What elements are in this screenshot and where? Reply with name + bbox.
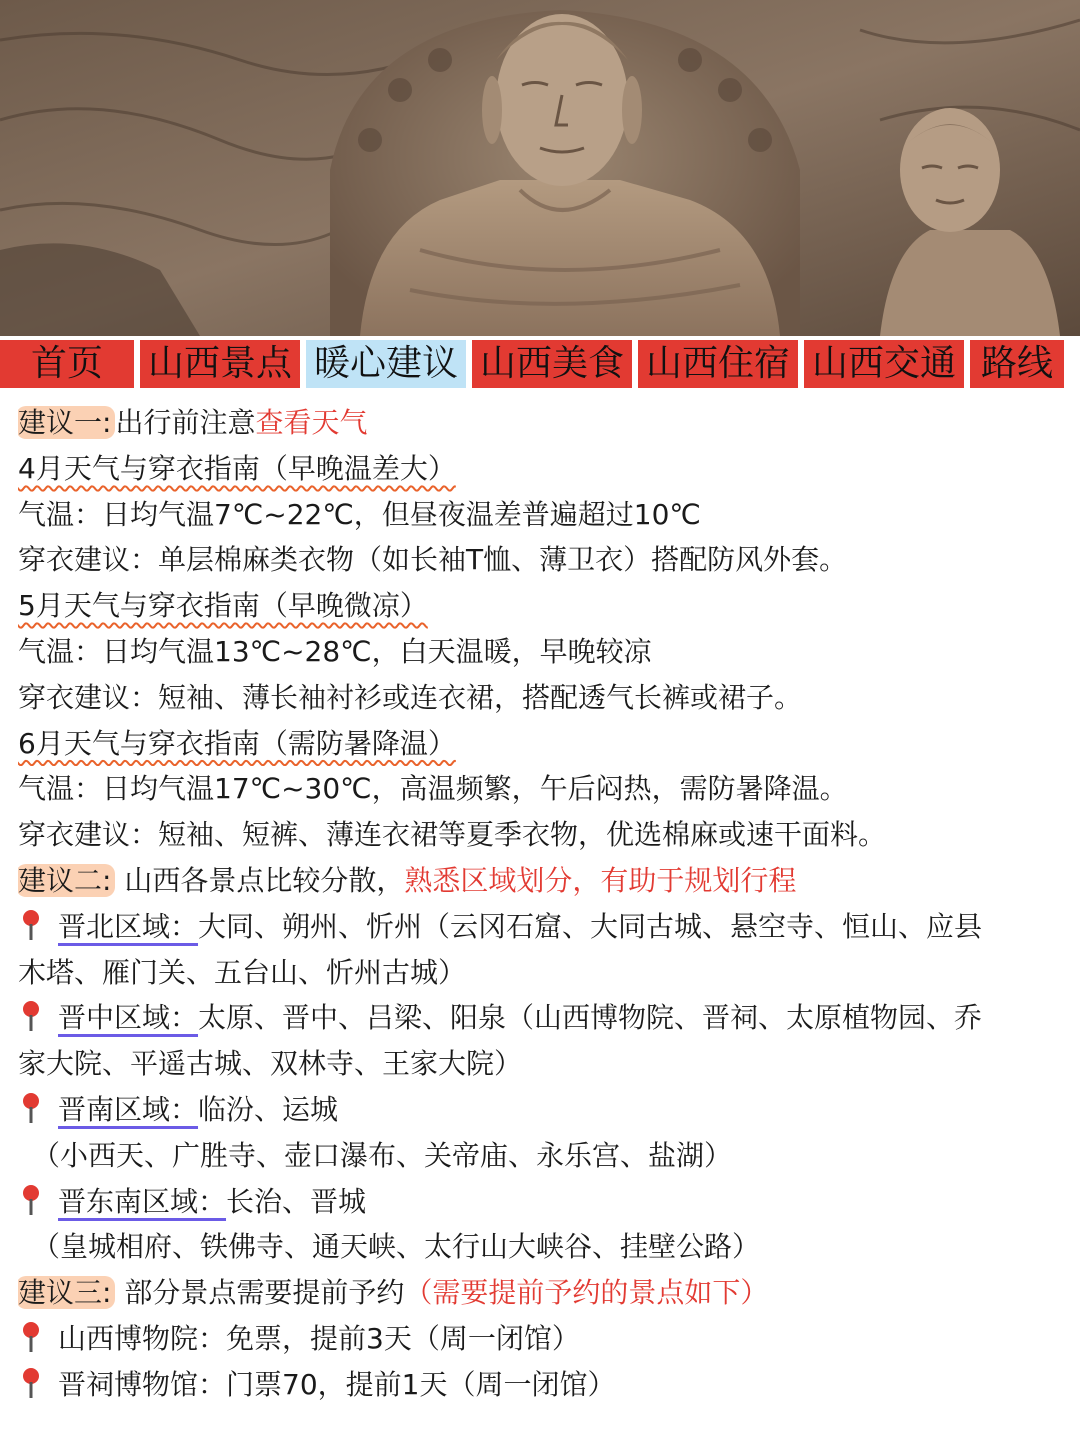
reservation-item — [18, 1316, 1064, 1362]
grotto-photo — [0, 0, 1080, 336]
may-temp: 气温：日均气温13℃~28℃，白天温暖，早晚较凉 — [18, 634, 652, 668]
tab-lodging[interactable]: 山西住宿 — [638, 340, 798, 388]
map-pin-icon — [18, 908, 48, 942]
tip-2-heading — [18, 858, 1064, 904]
region-south-name: 晋南区域： — [58, 1092, 199, 1126]
april-title: 4月天气与穿衣指南（早晚温差大） — [18, 451, 456, 485]
april-temp: 气温：日均气温7℃~22℃，但昼夜温差普遍超过10℃ — [18, 497, 701, 531]
article-body — [0, 392, 1080, 1408]
may-wear: 穿衣建议：短袖、薄长袖衬衫或连衣裙，搭配透气长裤或裙子。 — [18, 680, 803, 714]
region-central-cities: 太原、晋中、吕梁、阳泉（山西博物院、晋祠、太原植物园、乔 — [198, 1001, 983, 1035]
map-pin-icon — [18, 999, 48, 1033]
region-southeast-name: 晋东南区域： — [58, 1184, 227, 1218]
tab-tips[interactable]: 暖心建议 — [306, 340, 466, 388]
tip-1-tag: 建议一: — [18, 406, 115, 439]
may-title-line — [18, 583, 1064, 629]
tip-3-text: 部分景点需要提前予约 — [124, 1276, 405, 1310]
tab-attractions[interactable]: 山西景点 — [140, 340, 300, 388]
tip-3-emphasis: （需要提前予约的景点如下） — [404, 1276, 769, 1310]
map-pin-icon — [18, 1366, 48, 1400]
tab-transport[interactable]: 山西交通 — [804, 340, 964, 388]
tip-1-heading — [18, 400, 1064, 446]
tip-2-tag: 建议二: — [18, 864, 115, 897]
tab-home[interactable]: 首页 — [0, 340, 134, 388]
tip-2-text: 山西各景点比较分散， — [124, 863, 405, 897]
region-southeast-cities: 长治、晋城 — [226, 1184, 367, 1218]
map-pin-icon — [18, 1091, 48, 1125]
map-pin-icon — [18, 1320, 48, 1354]
region-south-cont: （小西天、广胜寺、壶口瀑布、关帝庙、永乐宫、盐湖） — [32, 1138, 733, 1172]
region-north-name: 晋北区域： — [58, 909, 199, 943]
reservation-item-text: 山西博物院：免票，提前3天（周一闭馆） — [58, 1321, 580, 1355]
region-central-name: 晋中区域： — [58, 1001, 199, 1035]
tip-2-emphasis: 熟悉区域划分，有助于规划行程 — [404, 863, 797, 897]
tip-1-emphasis: 查看天气 — [255, 406, 368, 439]
june-wear: 穿衣建议：短袖、短裤、薄连衣裙等夏季衣物，优选棉麻或速干面料。 — [18, 818, 887, 852]
region-central-cont: 家大院、平遥古城、双林寺、王家大院） — [18, 1047, 523, 1081]
june-title: 6月天气与穿衣指南（需防暑降温） — [18, 726, 456, 760]
region-north — [18, 904, 1064, 950]
region-south-cities: 临汾、运城 — [198, 1092, 339, 1126]
reservation-item — [18, 1362, 1064, 1408]
june-title-line — [18, 721, 1064, 767]
region-central — [18, 995, 1064, 1041]
june-temp: 气温：日均气温17℃~30℃，高温频繁，午后闷热，需防暑降温。 — [18, 772, 848, 806]
region-south — [18, 1087, 1064, 1133]
tab-bar — [0, 336, 1080, 392]
may-title: 5月天气与穿衣指南（早晚微凉） — [18, 589, 428, 623]
map-pin-icon — [18, 1183, 48, 1217]
tab-food[interactable]: 山西美食 — [472, 340, 632, 388]
hero-image — [0, 0, 1080, 336]
tip-3-heading — [18, 1270, 1064, 1316]
tip-3-tag: 建议三: — [18, 1276, 115, 1309]
region-north-cities: 大同、朔州、忻州（云冈石窟、大同古城、悬空寺、恒山、应县 — [198, 909, 983, 943]
tip-1-text: 出行前注意 — [115, 406, 256, 439]
region-north-cont: 木塔、雁门关、五台山、忻州古城） — [18, 955, 467, 989]
region-southeast-cont: （皇城相府、铁佛寺、通天峡、太行山大峡谷、挂壁公路） — [32, 1230, 761, 1264]
tab-routes[interactable]: 路线 — [970, 340, 1064, 388]
reservation-item-text: 晋祠博物馆：门票70，提前1天（周一闭馆） — [58, 1367, 616, 1401]
region-southeast — [18, 1179, 1064, 1225]
april-wear: 穿衣建议：单层棉麻类衣物（如长袖T恤、薄卫衣）搭配防风外套。 — [18, 543, 848, 577]
april-title-line — [18, 446, 1064, 492]
